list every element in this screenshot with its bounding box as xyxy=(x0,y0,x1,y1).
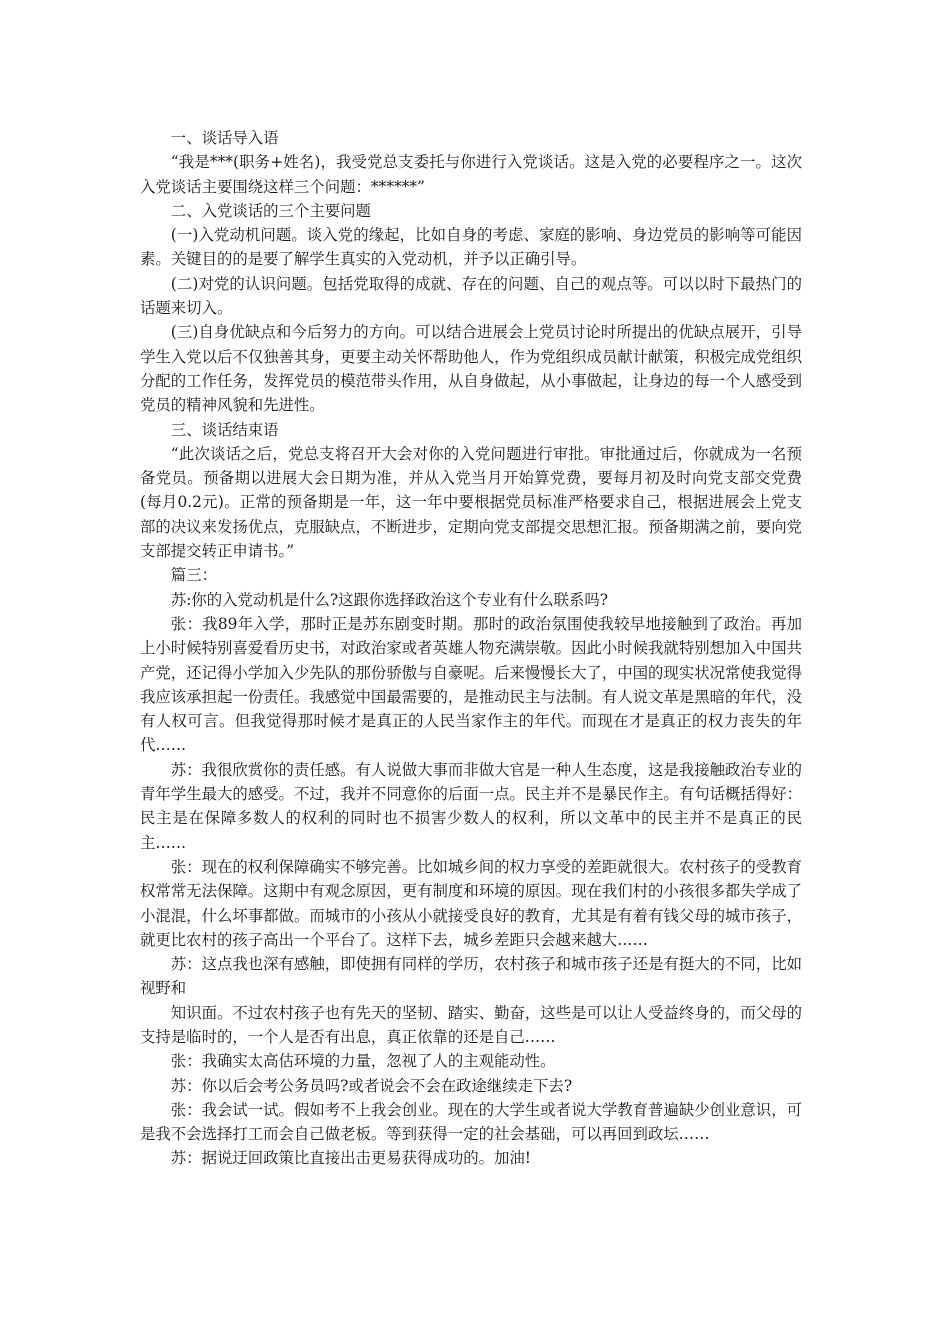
dialogue-line: 张：现在的权利保障确实不够完善。比如城乡间的权力享受的差距就很大。农村孩子的受教育权常常无法保障。这期中有观念原因，更有制度和环境的原因。现在我们村的小孩很多都失学成了小混混，什么坏事都做。而城市的小孩从小就接受良好的教育，尤其是有着有钱父母的城市孩子，就更比农村的孩子高出一个平台了。这样下去，城乡差距只会越来越大…… xyxy=(140,857,802,949)
paragraph-closing-quote: “此次谈话之后，党总支将召开大会对你的入党问题进行审批。审批通过后，你就成为一名预备党员。预备期以进展大会日期为准，并从入党当月开始算党费，要每月初及时向党支部交党费(每月0.2元)。正常的预备期是一年，这一年中要根据党员标准严格要求自己，根据进展会上党支部的决议来发扬优点，克服缺点，不断进步，定期向党支部提交思想汇报。预备期满之前，要向党支部提交转正申请书。” xyxy=(140,444,802,561)
dialogue-line: 张：我确实太高估环境的力量，忽视了人的主观能动性。 xyxy=(170,1052,556,1071)
dialogue-line: 苏：据说迂回政策比直接出击更易获得成功的。加油! xyxy=(170,1149,531,1168)
paragraph-strengths: (三)自身优缺点和今后努力的方向。可以结合进展会上党员讨论时所提出的优缺点展开，引导学生入党以后不仅独善其身，更要主动关怀帮助他人，作为党组织成员献计献策，积极完成党组织分配的工作任务，发挥党员的模范带头作用，从自身做起，从小事做起，让身边的每一个人感受到党员的精神风貌和先进性。 xyxy=(140,323,802,415)
dialogue-line: 知识面。不过农村孩子也有先天的坚韧、踏实、勤奋，这些是可以让人受益终身的，而父母的支持是临时的，一个人是否有出息，真正依靠的还是自己…… xyxy=(140,1003,802,1046)
dialogue-line: 张：我89年入学，那时正是苏东剧变时期。那时的政治氛围使我较早地接触到了政治。再加上小时候特别喜爱看历史书，对政治家或者英雄人物充满崇敬。因此小时候我就特别想加入中国共产党，还记得小学加入少先队的那份骄傲与自豪呢。后来慢慢长大了，中国的现实状况常使我觉得我应该承担起一份责任。我感觉中国最需要的，是推动民主与法制。有人说文革是黑暗的年代，没有人权可言。但我觉得那时候才是真正的人民当家作主的年代。而现在才是真正的权力丧失的年代…… xyxy=(140,614,802,755)
paragraph-understanding: (二)对党的认识问题。包括党取得的成就、存在的问题、自己的观点等。可以以时下最热门的话题来切入。 xyxy=(140,274,802,318)
dialogue-line: 苏：这点我也深有感触，即使拥有同样的学历，农村孩子和城市孩子还是有挺大的不同，比如视野和 xyxy=(140,955,802,998)
section-heading-2: 二、入党谈话的三个主要问题 xyxy=(170,201,371,220)
dialogue-line: 张：我会试一试。假如考不上我会创业。现在的大学生或者说大学教育普遍缺少创业意识，可是我不会选择打工而会自己做老板。等到获得一定的社会基础，可以再回到政坛…… xyxy=(140,1100,802,1144)
section-heading-3: 三、谈话结束语 xyxy=(170,420,279,439)
dialogue-line: 苏:你的入党动机是什么?这跟你选择政治这个专业有什么联系吗? xyxy=(170,590,609,609)
dialogue-line: 苏：你以后会考公务员吗?或者说会不会在政途继续走下去? xyxy=(170,1076,573,1095)
paragraph-opening-quote: “我是***(职务+姓名)，我受党总支委托与你进行入党谈话。这是入党的必要程序之一。这次入党谈话主要围绕这样三个问题：******” xyxy=(140,153,802,196)
section-heading-1: 一、谈话导入语 xyxy=(170,129,279,147)
part-three-heading: 篇三： xyxy=(170,566,217,585)
dialogue-line: 苏：我很欣赏你的责任感。有人说做大事而非做大官是一种人生态度，这是我接触政治专业的青年学生最大的感受。不过，我并不同意你的后面一点。民主并不是暴民作主。有句话概括得好：民主是在保障多数人的权利的同时也不损害少数人的权利，所以文革中的民主并不是真正的民主…… xyxy=(140,760,802,852)
paragraph-motivation: (一)入党动机问题。谈入党的缘起，比如自身的考虑、家庭的影响、身边党员的影响等可能因素。关键目的的是要了解学生真实的入党动机，并予以正确引导。 xyxy=(140,226,802,269)
document-body xyxy=(140,126,802,1171)
